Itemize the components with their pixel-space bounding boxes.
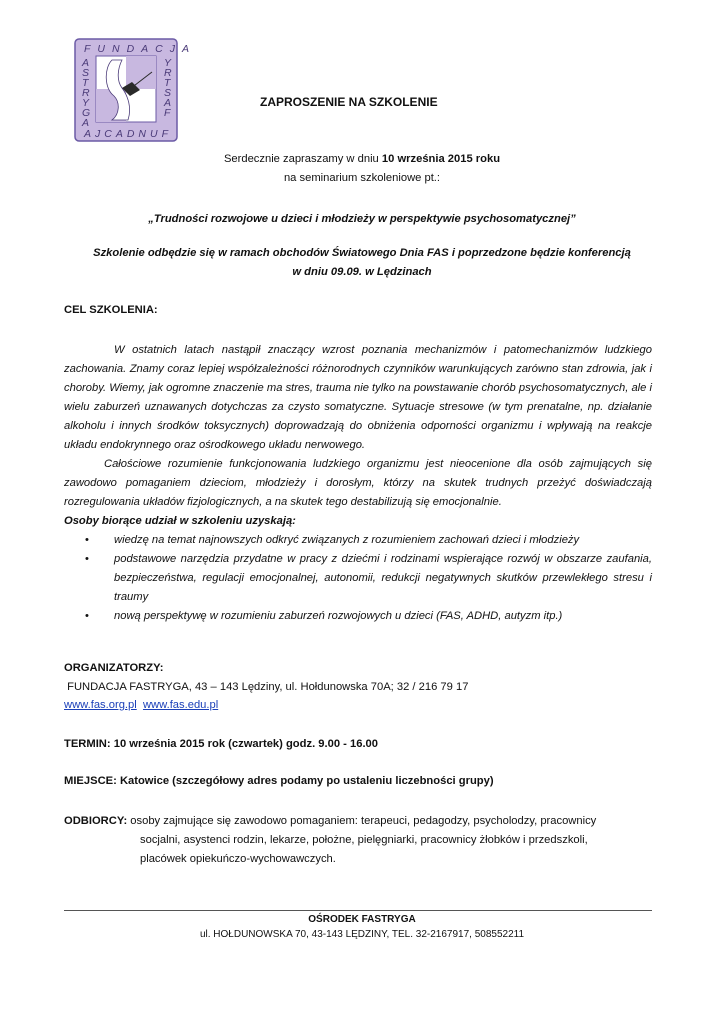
logo-left-text: A S T R Y G A [82,57,91,129]
logo-right-text: Y R T S A F [164,57,172,119]
term-line: TERMIN: 10 września 2015 rok (czwartek) godz. 9.00 - 16.00 [64,738,378,750]
list-item: • nową perspektywę w rozumieniu zaburzeń rozwojowych u dzieci (FAS, ADHD, autyzm itp.) [64,607,652,626]
list-item: • podstawowe narzędzia przydatne w pracy z dziećmi i rodzinami wspierające rozwój w obszarze zaufania, bezpieczeństwa, regulacji emocjonalnej, autonomii, redukcji negatywnych skutków przewlekłego stresu i traumy [64,550,652,607]
recipients-line-2: socjalni, asystenci rodzin, lekarze, położne, pielęgniarki, pracownicy żłobków i przedszkoli, [140,834,588,846]
intro-line-2: na seminarium szkoleniowe pt.: [283,172,441,184]
goal-paragraph-2: Całościowe rozumienie funkcjonowania ludzkiego organizmu jest nieocenione dla osób zajmujących się zawodowo pomaganiem dzieciom, młodzieży i dorosłym, którzy na skutek trudnych przeżyć doświadczają rozregulowania układów fizjologicznych, a na skutek tego destabilizują się emocjonalnie. [64,458,652,508]
benefits-heading: Osoby biorące udział w szkoleniu uzyskają: [64,515,296,527]
subtitle-line-2: w dniu 09.09. w Lędzinach [292,266,432,278]
recipients-section [64,812,654,869]
fas-edu-link[interactable]: www.fas.edu.pl [142,699,219,711]
logo-top-text: FUNDACJA [84,43,197,55]
list-item: • wiedzę na temat najnowszych odkryć związanych z rozumieniem zachowań dzieci i młodzieży [64,531,652,550]
goal-heading: CEL SZKOLENIA: [64,304,158,316]
intro-date: 10 września 2015 roku [381,153,501,165]
footer-divider [64,910,652,911]
goal-section [64,341,652,626]
footer-name: OŚRODEK FASTRYGA [308,914,416,925]
fundacja-fastryga-logo [74,38,197,142]
bullet-icon: • [85,534,89,546]
organizers-links [64,699,218,711]
organizers-heading: ORGANIZATORZY: [64,662,164,674]
organizers-address: FUNDACJA FASTRYGA, 43 – 143 Lędziny, ul. Hołdunowska 70A; 32 / 216 79 17 [64,681,469,693]
recipients-line-3: placówek opiekuńczo-wychowawczych. [140,853,336,865]
benefits-list [64,531,652,626]
page-title: ZAPROSZENIE NA SZKOLENIE [260,95,438,109]
logo-bottom-text: AJCADNUF [84,128,173,140]
intro-line-1 [0,153,724,165]
place-line: MIEJSCE: Katowice (szczegółowy adres podamy po ustaleniu liczebności grupy) [64,775,494,787]
recipients-line-1: ODBIORCY: osoby zajmujące się zawodowo pomaganiem: terapeuci, pedagodzy, psycholodzy, pracownicy [64,815,597,827]
recipients-label: ODBIORCY: [64,815,128,827]
bullet-icon: • [85,553,89,565]
fas-org-link[interactable]: www.fas.org.pl [64,699,137,711]
subtitle-line-1: Szkolenie odbędzie się w ramach obchodów Światowego Dnia FAS i poprzedzone będzie konferencją [93,247,631,259]
footer-address: ul. HOŁDUNOWSKA 70, 43-143 LĘDZINY, TEL. 32-2167917, 508552211 [199,929,525,940]
seminar-title: „Trudności rozwojowe u dzieci i młodzieży w perspektywie psychosomatycznej” [148,213,576,225]
goal-paragraph-1: W ostatnich latach nastąpił znaczący wzrost poznania mechanizmów i patomechanizmów ludzkiego zachowania. Znamy coraz lepiej współzależności różnorodnych czynników warunkujących zarówno stan zdrowia, jak i choroby. Wiemy, jak ogromne znaczenie ma stres, trauma nie tylko na powstawanie chorób psychosomatycznych, ale i wielu zaburzeń uznawanych dotychczas za czysto somatyczne. Sytuacje stresowe (w tym prenatalne, np. działanie alkoholu i innych środków toksycznych) doprowadzają do obniżenia odporności organizmu i wpływają na reakcje układu endokrynnego oraz ośrodkowego układu nerwowego. [64,344,652,451]
bullet-icon: • [85,610,89,622]
intro-text: Serdecznie zapraszamy w dniu [223,153,382,165]
